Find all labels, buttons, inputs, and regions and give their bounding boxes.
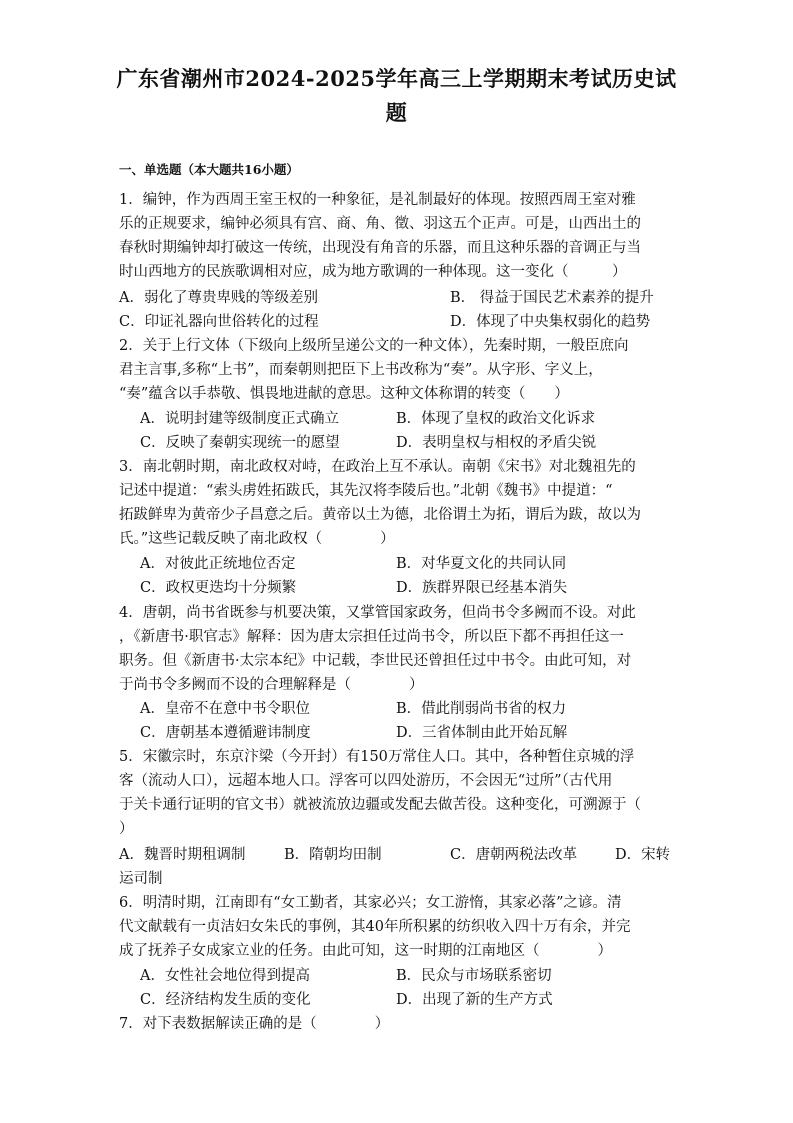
question-6-option-d: D．出现了新的生产方式 xyxy=(396,992,553,1008)
question-1-text: 时山西地方的民族歌调相对应，成为地方歌调的一种体现。这一变化（ ） xyxy=(119,264,627,280)
question-4-text: ，《新唐书·职官志》解释：因为唐太宗担任过尚书令，所以臣下都不再担任这一 xyxy=(119,629,624,645)
question-2-option-d: D．表明皇权与相权的矛盾尖锐 xyxy=(396,435,597,451)
question-4-option-b: B．借此削弱尚书省的权力 xyxy=(396,701,567,717)
question-6-text: 6．明清时期，江南即有“女工勤者，其家必兴；女工游惰，其家必落”之谚。清 xyxy=(119,895,622,911)
question-5-text: ） xyxy=(119,821,134,837)
question-5-option-b: B．隋朝均田制 xyxy=(284,847,382,863)
question-4-text: 职务。但《新唐书·太宗本纪》中记载，李世民还曾担任过中书令。由此可知，对 xyxy=(119,653,632,669)
question-3-option-c: C．政权更迭均十分频繁 xyxy=(140,580,297,596)
document-title xyxy=(100,62,693,130)
question-5-text: 5．宋徽宗时，东京汴梁（今开封）有150万常住人口。其中，各种暂住京城的浮 xyxy=(119,749,635,765)
question-6-option-c: C．经济结构发生质的变化 xyxy=(140,992,311,1008)
question-6-text: 成了抚养子女成家立业的任务。由此可知，这一时期的江南地区（ ） xyxy=(119,943,612,959)
question-3-option-a: A．对彼此正统地位否定 xyxy=(140,556,296,572)
question-2-option-b: B．体现了皇权的政治文化诉求 xyxy=(396,411,596,427)
question-4-option-d: D．三省体制由此开始瓦解 xyxy=(396,725,568,741)
question-2-option-c: C．反映了秦朝实现统一的愿望 xyxy=(140,435,340,451)
question-5-text: 于关卡通行证明的官文书）就被流放边疆或发配去做苦役。这种变化，可溯源于（ xyxy=(119,797,641,813)
question-3-text: 拓跋鲜卑为黄帝少子昌意之后。黄帝以土为德，北俗谓土为拓，谓后为跋，故以为 xyxy=(119,507,641,523)
question-2-text: “奏”蕴含以手恭敬、惧畏地进献的意思。这种文体称谓的转变（ ） xyxy=(119,386,569,402)
question-5-option-d: D．宋转 xyxy=(615,847,671,863)
question-3-option-d: D．族群界限已经基本消失 xyxy=(396,580,568,596)
question-4-option-a: A．皇帝不在意中书令职位 xyxy=(140,701,310,717)
question-1-option-b: B． 得益于国民艺术素养的提升 xyxy=(450,290,654,306)
question-1-option-d: D．体现了中央集权弱化的趋势 xyxy=(450,314,651,330)
question-1-option-c: C．印证礼器向世俗转化的过程 xyxy=(119,314,319,330)
title-line-1: 广东省潮州市2024-2025学年高三上学期期末考试历史试 xyxy=(116,66,677,91)
question-1-text: 春秋时期编钟却打破这一传统，出现没有角音的乐器，而且这种乐器的音调正与当 xyxy=(119,240,641,256)
question-7-text: 7．对下表数据解读正确的是（ ） xyxy=(119,1016,390,1032)
question-2-text: 2．关于上行文体（下级向上级所呈递公文的一种文体），先秦时期，一般臣庶向 xyxy=(119,338,629,354)
question-6-text: 代文献载有一贞洁妇女朱氏的事例，其40年所积累的纺织收入四十万有余，并完 xyxy=(119,919,631,935)
title-line-2: 题 xyxy=(385,100,408,125)
question-3-text: 3．南北朝时期，南北政权对峙，在政治上互不承认。南朝《宋书》对北魏祖先的 xyxy=(119,459,636,475)
question-2-text: 君主言事,多称“上书”，而秦朝则把臣下上书改称为“奏”。从字形、字义上， xyxy=(119,362,603,378)
question-5-option-c: C．唐朝两税法改革 xyxy=(450,847,578,863)
question-3-option-b: B．对华夏文化的共同认同 xyxy=(396,556,567,572)
question-1-text: 乐的正规要求，编钟必须具有宫、商、角、徵、羽这五个正声。可是，山西出土的 xyxy=(119,216,641,232)
section-heading: 一、单选题（本大题共16小题） xyxy=(119,162,299,177)
question-4-text: 于尚书令多阙而不设的合理解释是（ ） xyxy=(119,677,424,693)
question-3-text: 记述中提道：“索头虏姓拓跋氏，其先汉将李陵后也。”北朝《魏书》中提道：“ xyxy=(119,483,613,499)
question-1-text: 1．编钟，作为西周王室王权的一种象征，是礼制最好的体现。按照西周王室对雅 xyxy=(119,192,636,208)
question-6-option-b: B．民众与市场联系密切 xyxy=(396,968,552,984)
question-5-text: 客（流动人口），远超本地人口。浮客可以四处游历，不会因无“过所”（古代用 xyxy=(119,773,613,789)
question-4-option-c: C．唐朝基本遵循避讳制度 xyxy=(140,725,311,741)
question-4-text: 4．唐朝，尚书省既参与机要决策，又掌管国家政务，但尚书令多阙而不设。对此 xyxy=(119,605,636,621)
question-3-text: 氏。”这些记载反映了南北政权（ ） xyxy=(119,531,395,547)
question-2-option-a: A．说明封建等级制度正式确立 xyxy=(140,411,339,427)
question-5-option-d-continued: 运司制 xyxy=(119,871,163,887)
question-6-option-a: A．女性社会地位得到提高 xyxy=(140,968,310,984)
question-5-option-a: A．魏晋时期租调制 xyxy=(119,847,246,863)
question-1-option-a: A．弱化了尊贵卑贱的等级差别 xyxy=(119,290,318,306)
